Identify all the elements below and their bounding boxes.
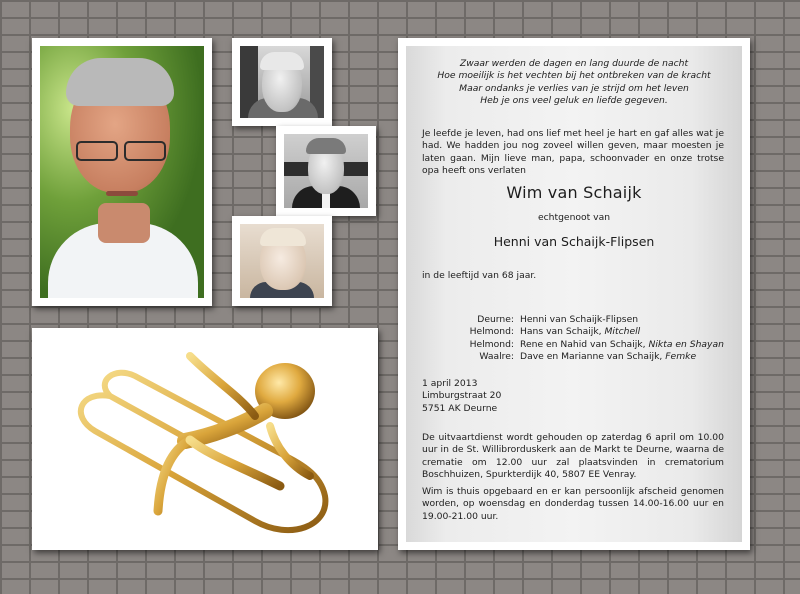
- relative-names: Henni van Schaijk-Flipsen: [520, 314, 639, 325]
- deceased-name: Wim van Schaijk: [506, 183, 642, 202]
- glasses-icon: [76, 141, 168, 159]
- photo-boy: [240, 46, 324, 118]
- age-line: in de leeftijd van 68 jaar.: [422, 270, 537, 281]
- portrait-main-photo: [40, 46, 204, 298]
- city-line: 5751 AK Deurne: [422, 402, 498, 414]
- photo-child: [240, 224, 324, 298]
- relative-row: [436, 351, 724, 363]
- photo-child-frame: [232, 216, 332, 306]
- relative-row: [436, 339, 724, 351]
- relatives-list: [436, 314, 724, 364]
- gold-figure-frame: [32, 328, 378, 550]
- memorial-card: [406, 46, 742, 542]
- date-line: 1 april 2013: [422, 378, 478, 389]
- poem-line: Zwaar werden de dagen en lang duurde de nacht: [459, 58, 689, 69]
- spouse-name: Henni van Schaijk-Flipsen: [493, 234, 655, 249]
- paperclip-figure-icon: [40, 336, 370, 542]
- portrait-mouth: [106, 191, 138, 196]
- relative-place: Helmond:: [469, 326, 514, 338]
- relative-names: Rene en Nahid van Schaijk, Nikta en Shayan: [520, 338, 724, 350]
- relative-row: [436, 314, 724, 326]
- photo-boy-frame: [232, 38, 332, 126]
- relative-place: Helmond:: [469, 338, 514, 350]
- funeral-text: De uitvaartdienst wordt gehouden op zaterdag 6 april om 10.00 uur in de St. Willibrorduskerk aan de Markt te Deurne, waarna de crematie om 12.00 uur zal plaatsvinden in crematorium Boschhuizen, Spurkterdijk 40, 5807 EE Venray.: [422, 432, 724, 481]
- photo-young-man: [284, 134, 368, 208]
- relative-names: Dave en Marianne van Schaijk, Femke: [520, 351, 697, 363]
- street-line: Limburgstraat 20: [422, 390, 502, 402]
- poem-line: Heb je ons veel geluk en liefde gegeven.: [480, 95, 668, 107]
- date-address: [422, 378, 501, 415]
- poem-line: Maar ondanks je verlies van je strijd om het leven: [459, 82, 689, 94]
- relative-names: Hans van Schaijk, Mitchell: [520, 326, 641, 338]
- intro-text: Je leefde je leven, had ons lief met heel je hart en gaf alles wat je had. We hadden jou nog zoveel willen geven, maar moesten je laten gaan. Mijn lieve man, papa, schoonvader en onze trotse opa heeft ons verlaten: [422, 128, 724, 177]
- spouse-of-label: echtgenoot van: [537, 212, 611, 223]
- gold-figure-image: [40, 336, 370, 542]
- portrait-hair: [66, 58, 174, 106]
- photo-young-man-frame: [276, 126, 376, 216]
- memorial-card-frame: [398, 38, 750, 550]
- relative-place: Deurne:: [477, 314, 514, 325]
- viewing-text: Wim is thuis opgebaard en er kan persoonlijk afscheid genomen worden, op woensdag en donderdag tussen 14.00-16.00 uur en 19.00-21.00 uur.: [422, 486, 724, 522]
- poem-line: Hoe moeilijk is het vechten bij het ontbreken van de kracht: [437, 70, 711, 82]
- portrait-main-frame: [32, 38, 212, 306]
- portrait-neck: [98, 203, 150, 243]
- relative-place: Waalre:: [479, 351, 514, 363]
- poem: [406, 58, 742, 108]
- relative-row: [436, 326, 724, 338]
